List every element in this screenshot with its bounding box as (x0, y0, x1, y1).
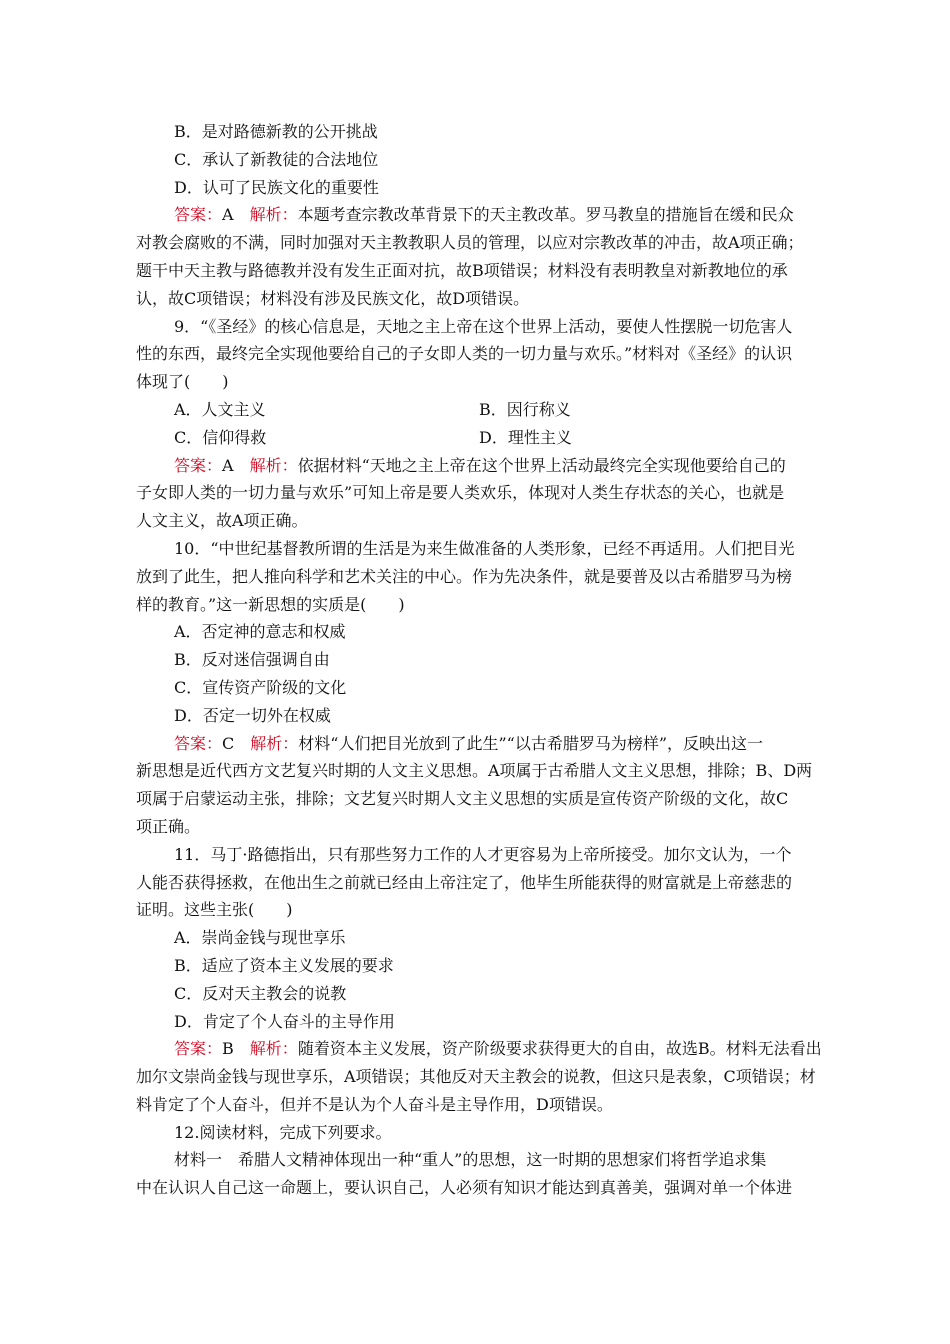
q8-option-c: C．承认了新教徒的合法地位 (174, 149, 379, 169)
q11-option-b: B．适应了资本主义发展的要求 (174, 955, 394, 975)
q11-stem: 证明。这些主张( ) (136, 900, 293, 920)
q10-analysis-line: 项属于启蒙运动主张，排除；文艺复兴时期人文主义思想的实质是宣传资产阶级的文化，故C (136, 789, 789, 809)
q9-options-row (136, 424, 816, 452)
answer-label: 答案： (174, 1039, 223, 1059)
q10-option-a: A．否定神的意志和权威 (174, 622, 346, 642)
q8-analysis-line: 题干中天主教与路德教并没有发生正面对抗，故B项错误；材料没有表明教皇对新教地位的承 (136, 260, 788, 280)
q9-analysis-line: 子女即人类的一切力量与欢乐”可知上帝是要人类欢乐，体现对人类生存状态的关心，也就是 (136, 483, 785, 503)
analysis-label: 解析： (250, 733, 299, 753)
answer-value: A (222, 455, 234, 475)
q10-option-d: D．否定一切外在权威 (174, 705, 331, 725)
q11-analysis-line: 加尔文崇尚金钱与现世享乐，A项错误；其他反对天主教会的说教，但这只是表象，C项错误；材 (136, 1067, 816, 1087)
document-content (136, 118, 822, 1202)
q8-option-d: D．认可了民族文化的重要性 (174, 177, 379, 197)
q10-stem: 10．“中世纪基督教所谓的生活是为来生做准备的人类形象，已经不再适用。人们把目光 (174, 538, 795, 558)
q10-answer-line (136, 730, 816, 758)
q10-option-c: C．宣传资产阶级的文化 (174, 677, 347, 697)
q9-option-c: C．信仰得救 (174, 427, 267, 447)
q8-option-b: B．是对路德新教的公开挑战 (174, 122, 378, 141)
q9-option-a: A．人文主义 (174, 399, 266, 419)
q11-option-d: D．肯定了个人奋斗的主导作用 (174, 1011, 395, 1031)
q11-option-a: A．崇尚金钱与现世享乐 (174, 928, 346, 948)
answer-value: B (222, 1039, 234, 1059)
analysis-text: 依据材料“天地之主上帝在这个世界上活动最终完全实现他要给自己的 (297, 455, 786, 475)
q8-answer-line (136, 201, 816, 229)
q11-option-c: C．反对天主教会的说教 (174, 983, 347, 1003)
q12-material: 材料一 希腊人文精神体现出一种“重人”的思想，这一时期的思想家们将哲学追求集 (174, 1150, 767, 1170)
q9-option-b: B．因行称义 (479, 399, 571, 419)
q12-stem: 12.阅读材料，完成下列要求。 (174, 1122, 392, 1142)
answer-label: 答案： (174, 455, 223, 475)
q10-option-b: B．反对迷信强调自由 (174, 650, 330, 670)
q9-stem: 性的东西，最终完全实现他要给自己的子女即人类的一切力量与欢乐。”材料对《圣经》的认识 (136, 344, 793, 364)
q9-stem: 体现了( ) (136, 372, 229, 392)
q10-analysis-line: 新思想是近代西方文艺复兴时期的人文主义思想。A项属于古希腊人文主义思想，排除；B、D两 (136, 761, 813, 781)
analysis-label: 解析： (249, 1039, 298, 1059)
q11-stem: 人能否获得拯救，在他出生之前就已经由上帝注定了，他毕生所能获得的财富就是上帝慈悲的 (136, 872, 793, 892)
q11-stem: 11．马丁·路德指出，只有那些努力工作的人才更容易为上帝所接受。加尔文认为，一个 (174, 844, 792, 864)
answer-label: 答案： (174, 205, 223, 225)
q11-analysis-line: 料肯定了个人奋斗，但并不是认为个人奋斗是主导作用，D项错误。 (136, 1094, 613, 1114)
answer-label: 答案： (174, 733, 223, 753)
q8-analysis-line: 对教会腐败的不满，同时加强对天主教教职人员的管理，以应对宗教改革的冲击，故A项正确； (136, 233, 804, 253)
analysis-text: 随着资本主义发展，资产阶级要求获得更大的自由，故选B。材料无法看出 (297, 1039, 822, 1059)
q8-analysis-line: 认，故C项错误；材料没有涉及民族文化，故D项错误。 (136, 288, 530, 308)
q10-stem: 放到了此生，把人推向科学和艺术关注的中心。作为先决条件，就是要普及以古希腊罗马为榜 (136, 566, 793, 586)
q10-stem: 样的教育。”这一新思想的实质是( ) (136, 594, 405, 614)
answer-value: A (222, 205, 234, 225)
analysis-label: 解析： (249, 205, 298, 225)
q9-stem: 9．“《圣经》的核心信息是，天地之主上帝在这个世界上活动，要使人性摆脱一切危害人 (174, 316, 793, 336)
q9-options-row (136, 396, 816, 424)
analysis-text: 本题考查宗教改革背景下的天主教改革。罗马教皇的措施旨在缓和民众 (297, 205, 794, 225)
answer-value: C (222, 733, 235, 753)
q9-option-d: D．理性主义 (479, 427, 572, 447)
q10-analysis-line: 项正确。 (136, 816, 201, 836)
q11-answer-line (136, 1035, 822, 1063)
analysis-text: 材料“人们把目光放到了此生”“以古希腊罗马为榜样”，反映出这一 (298, 733, 764, 753)
analysis-label: 解析： (249, 455, 298, 475)
q12-material: 中在认识人自己这一命题上，要认识自己，人必须有知识才能达到真善美，强调对单一个体进 (136, 1178, 793, 1198)
q9-analysis-line: 人文主义，故A项正确。 (136, 511, 308, 531)
q9-answer-line (136, 452, 816, 480)
